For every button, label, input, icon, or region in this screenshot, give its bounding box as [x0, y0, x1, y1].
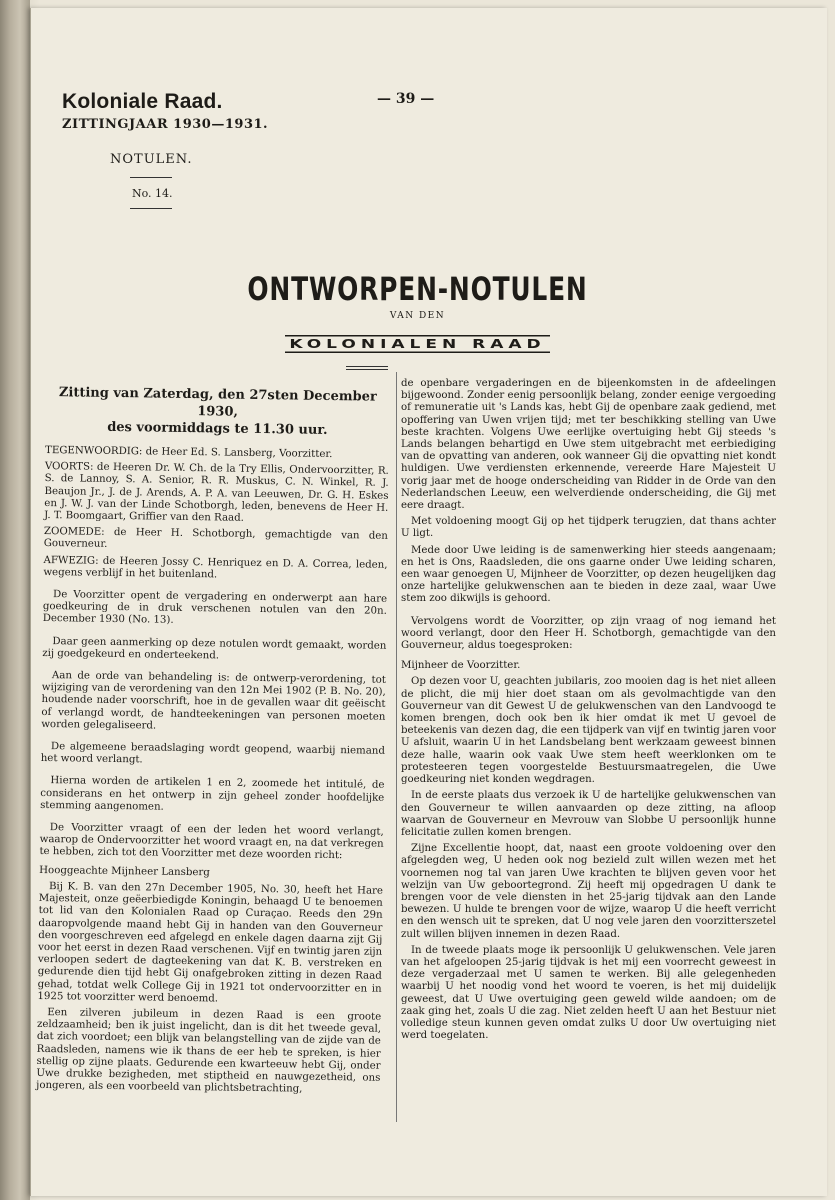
council-name	[0, 337, 835, 352]
attendance-absent: AFWEZIG: de Heeren Jossy C. Henriquez en D. A. Correa, leden, wegens verblijf in het buitenland.	[43, 554, 388, 581]
attendance-delegate: ZOOMEDE: de Heer H. Schotborgh, gemachtigde van den Gouverneur.	[43, 526, 388, 551]
minutes-paragraph: Vervolgens wordt de Voorzitter, op zijn vraag of nog iemand het woord verlangt, door den Heer H. Schotborgh, gemachtigde van den Gouverneur, aldus toegesproken:	[401, 615, 776, 652]
speech-salutation: Hooggeachte Mijnheer Lansberg	[39, 864, 210, 879]
session-year: ZITTINGJAAR 1930—1931.	[62, 117, 269, 132]
sitting-heading	[45, 384, 390, 440]
speech-paragraph: In de eerste plaats dus verzoek ik U de hartelijke gelukwenschen van den Gouverneur te willen aanvaarden op deze zitting, na afloop waarvan de Gouverneur en Mevrouw van Slobbe U persoonlijk hunne felicitatie zullen komen brengen.	[401, 790, 776, 838]
left-column	[36, 384, 390, 1101]
council-name-text: KOLONIALEN RAAD	[285, 335, 549, 353]
issue-number: No. 14.	[132, 187, 173, 200]
speech-paragraph: Met voldoening moogt Gij op het tijdperk terugzien, dat thans achter U ligt.	[401, 516, 776, 540]
minutes-paragraph: Hierna worden de artikelen 1 en 2, zoomede het intitulé, de considerans en het ontwerp in zijn geheel zonder hoofdelijke stemming aangenomen.	[40, 775, 385, 813]
org-title: Koloniale Raad.	[62, 90, 223, 113]
sitting-line-1: Zitting van Zaterdag, den 27sten December 1930,	[58, 385, 377, 420]
minutes-paragraph: De Voorzitter opent de vergadering en onderwerpt aan hare goedkeuring de in druk verschenen notulen van den 20n. December 1930 (No. 13).	[42, 589, 388, 627]
attendance-present: TEGENWOORDIG: de Heer Ed. S. Lansberg, Voorzitter.	[44, 444, 333, 461]
minutes-paragraph: De algemeene beraadslaging wordt geopend, waarbij niemand het woord verlangt.	[40, 741, 385, 766]
speech-paragraph: de openbare vergaderingen en de bijeenkomsten in de afdeelingen bijgewoond. Zonder eenig persoonlijk belang, zonder eenige vergoeding of remuneratie uit 's Lands kas, hebt Gij de openbare zaak gediend, met opoffering van Uwen vrijen tijd; met ter beschikking stelling van Uwe beste krachten. Volgens Uwe eerlijke overtuiging hebt Gij steeds 's Lands belangen behartigd en Uwe stem uitgebracht met eerbiediging van de opvatting van anderen, ook wanneer Gij die opvatting niet kondt huldigen. Uwe verdiensten erkennende, vereerde Hare Majesteit U vorig jaar met de hooge onderscheiding van Ridder in de Orde van den Nederlandschen Leeuw, een welverdiende onderscheiding, die Gij met eere draagt.	[401, 378, 776, 512]
divider	[130, 208, 172, 209]
title-van-den: VAN DEN	[389, 311, 446, 321]
speech-paragraph: Op dezen voor U, geachten jubilaris, zoo mooien dag is het niet alleen de plicht, die mij hier doet staan om als gevolmachtigde van den Gouverneur van dit Gewest U de gelukwenschen van den Landvoogd te komen brengen, doch ook ben ik hier omdat ik met U gevoel de beteekenis van dezen dag, die een tijdperk van vijf en twintig jaren voor U afsluit, waarin U in het Landsbelang bent werkzaam geweest binnen deze halle, waarin ook vaak Uwe stem heeft weerklonken om te protesteeren tegen voorgestelde Bestuursmaatregelen, die Uwe goedkeuring niet konden wegdragen.	[401, 676, 776, 786]
speech-paragraph: In de tweede plaats moge ik persoonlijk U gelukwenschen. Vele jaren van het afgeloopen 25-jarig tijdvak is het mij een voorrecht geweest in deze vergaderzaal met U samen te werken. Bij alle gelegenheden waarbij U het noodig vond het woord te voeren, is het mij duidelijk geweest, dat U Uwe overtuiging geen geweld wilde aandoen; om de zaak ging het, zoals U die zag. Niet zelden heeft U aan het Bestuur niet volledige steun kunnen geven omdat zulks U door Uw overtuiging niet werd toegelaten.	[401, 944, 776, 1042]
speech-paragraph: Mede door Uwe leiding is de samenwerking hier steeds aangenaam; en het is Ons, Raadsleden, die ons gaarne onder Uwe leiding scharen, een waar genoegen U, Mijnheer de Voorzitter, op dezen heugelijken dag onze hartelijke gelukwenschen aan te bieden in deze zaal, waar Uwe stem zoo dikwijls is gehoord.	[401, 544, 776, 605]
attendance-members: VOORTS: de Heeren Dr. W. Ch. de la Try Ellis, Ondervoorzitter, R. S. de Lannoy, S. A. Senior, R. R. Muskus, C. N. Winkel, R. J. Beaujon Jr., J. de J. Arends, A. P. A. van Leeuwen, Dr. G. H. Eskes en J. W. J. van der Linde Schotborgh, leden, benevens de Heer H. J. T. Boomgaart, Griffier van den Raad.	[44, 461, 389, 524]
sitting-line-2: des voormiddags te 11.30 uur.	[107, 419, 328, 438]
speech-paragraph: Een zilveren jubileum in dezen Raad is een groote zeldzaamheid; ben ik juist ingelicht, dan is dit het tweede geval, dat zich voordoet; een blijk van belangstelling van de zijde van de Raadsleden, namens wie ik thans de eer heb te spreken, is hier stellig op zijne plaats. Gedurende een kwarteeuw hebt Gij, onder Uwe drukke bezigheden, met stiptheid en nauwgezetheid, ons jongeren, als een voorbeeld van plichtsbetrachting,	[36, 1007, 382, 1095]
divider	[130, 177, 172, 178]
right-column	[401, 378, 776, 1046]
speech-paragraph: Zijne Excellentie hoopt, dat, naast een groote voldoening over den afgelegden weg, U heden ook nog bezield zult willen wezen met het voornemen nog tal van jaren Uwe krachten te blijven geven voor het welzijn van Uw geboortegrond. Zij heeft mij opgedragen U dank te brengen voor de vele diensten in het 25-jarig tijdvak aan den Lande bewezen. U hulde te brengen voor de wijze, waarop U die heeft verricht en den wensch uit te spreken, dat U nog vele jaren den voorzitterszetel zult willen blijven innemen in dezen Raad.	[401, 843, 776, 940]
minutes-paragraph: Daar geen aanmerking op deze notulen wordt gemaakt, worden zij goedgekeurd en onderteekend.	[42, 635, 387, 662]
speech-salutation: Mijnheer de Voorzitter.	[401, 660, 521, 672]
main-title: ONTWORPEN-NOTULEN	[247, 270, 588, 308]
speech-paragraph: Bij K. B. van den 27n December 1905, No. 30, heeft het Hare Majesteit, onze geëerbiedigde Koningin, behaagd U te benoemen tot lid van den Kolonialen Raad op Curaçao. Reeds den 29n daaropvolgende maand hebt Gij in handen van den Gouverneur den voorgeschreven eed afgelegd en enkele dagen daarna zijt Gij voor het eerst in dezen Raad verschenen. Vijf en twintig jaren zijn verloopen sedert de dagteekening van dat K. B. verstreken en gedurende dien tijd hebt Gij onafgebroken zitting in dezen Raad gehad, totdat welk College Gij in 1921 tot ondervoorzitter en in 1925 tot voorzitter werd benoemd.	[37, 880, 384, 1005]
notulen-label: NOTULEN.	[110, 152, 193, 167]
book-spine	[0, 0, 30, 1200]
column-divider	[396, 372, 397, 1122]
minutes-paragraph: De Voorzitter vraagt of een der leden het woord verlangt, waarop de Ondervoorzitter het woord vraagt en, na dat verkregen te hebben, zich tot den Voorzitter met deze woorden richt:	[39, 822, 384, 862]
minutes-paragraph: Aan de orde van behandeling is: de ontwerp-verordening, tot wijziging van de verordening van den 12n Mei 1902 (P. B. No. 20), houdende nader voorschrift, hoe in de gevallen waar dit geëischt of verlangd wordt, de handteekeningen van personen moeten worden gelegaliseerd.	[41, 670, 386, 732]
double-divider	[346, 366, 388, 370]
page-number: — 39 —	[377, 91, 435, 107]
